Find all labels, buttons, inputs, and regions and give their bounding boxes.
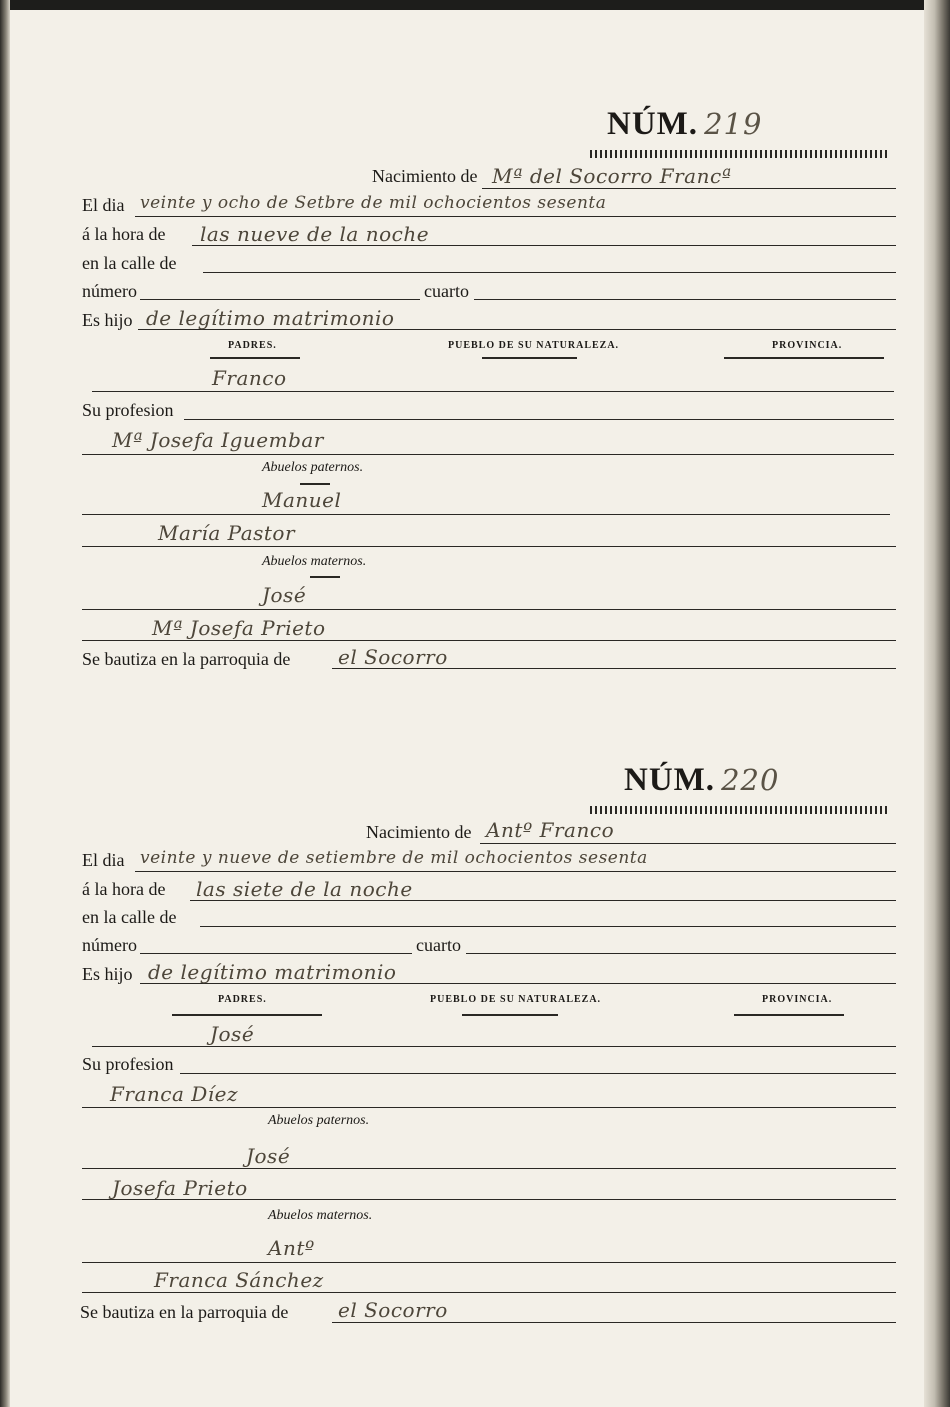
- abuela-paterna-line: [82, 546, 896, 547]
- el-dia-value: veinte y nueve de setiembre de mil ochocientos sesenta: [140, 848, 648, 868]
- pueblo-header: PUEBLO DE SU NATURALEZA.: [430, 994, 602, 1005]
- el-dia-label: El dia: [82, 195, 125, 215]
- padre-line: [92, 391, 894, 392]
- entry-number-value: 219: [704, 107, 763, 141]
- profesion-line: [184, 419, 894, 420]
- num-label: NÚM.: [624, 762, 716, 798]
- pueblo-rule: [482, 357, 577, 359]
- el-dia-line: [135, 871, 896, 872]
- padres-header: PADRES.: [218, 994, 267, 1005]
- abuelo-paterno-line: [82, 1168, 896, 1169]
- madre-line: [82, 1107, 896, 1108]
- pueblo-rule: [462, 1014, 558, 1016]
- cuarto-label: cuarto: [424, 281, 469, 301]
- numero-label: número: [82, 935, 137, 955]
- madre-value: Mª Josefa Iguembar: [112, 428, 324, 452]
- abuela-paterna-value: María Pastor: [158, 521, 296, 545]
- abuela-paterna-value: Josefa Prieto: [112, 1176, 248, 1200]
- abuelos-maternos-label: Abuelos maternos.: [268, 1208, 373, 1223]
- abuelos-maternos-label: Abuelos maternos.: [262, 554, 367, 569]
- nacimiento-value: Antº Franco: [486, 818, 615, 842]
- nacimiento-label: Nacimiento de: [366, 822, 472, 842]
- calle-label: en la calle de: [82, 253, 177, 273]
- padre-value: José: [210, 1022, 255, 1046]
- abuelos-paternos-rule: [300, 483, 330, 485]
- provincia-rule: [734, 1014, 844, 1016]
- madre-line: [82, 454, 894, 455]
- es-hijo-label: Es hijo: [82, 964, 133, 984]
- provincia-header: PROVINCIA.: [772, 340, 843, 351]
- abuelo-materno-value: Antº: [268, 1236, 315, 1260]
- scan-top-border: [0, 0, 950, 10]
- page-binding-edge: [0, 0, 10, 1407]
- abuela-materna-line: [82, 1292, 896, 1293]
- padre-value: Franco: [212, 366, 287, 390]
- hora-label: á la hora de: [82, 224, 166, 244]
- calle-label: en la calle de: [82, 907, 177, 927]
- cuarto-line: [466, 953, 896, 954]
- profesion-label: Su profesion: [82, 400, 174, 420]
- hora-value: las nueve de la noche: [200, 222, 430, 246]
- profesion-line: [180, 1073, 896, 1074]
- abuelo-paterno-value: José: [246, 1144, 291, 1168]
- abuela-materna-line: [82, 640, 896, 641]
- nacimiento-value: Mª del Socorro Francª: [492, 164, 732, 188]
- numero-line: [140, 953, 412, 954]
- el-dia-line: [135, 216, 896, 217]
- abuelos-paternos-label: Abuelos paternos.: [262, 460, 364, 475]
- es-hijo-value: de legítimo matrimonio: [148, 960, 397, 984]
- abuelo-materno-line: [82, 609, 896, 610]
- padres-rule: [172, 1014, 322, 1016]
- entry-number-heading: [624, 762, 779, 799]
- el-dia-label: El dia: [82, 850, 125, 870]
- abuela-materna-value: Mª Josefa Prieto: [152, 616, 326, 640]
- calle-line: [203, 272, 896, 273]
- entry-number-value: 220: [721, 763, 780, 797]
- abuelos-paternos-label: Abuelos paternos.: [268, 1113, 370, 1128]
- cuarto-line: [474, 299, 896, 300]
- parroquia-value: el Socorro: [338, 645, 448, 669]
- profesion-label: Su profesion: [82, 1054, 174, 1074]
- padres-rule: [210, 357, 300, 359]
- num-label: NÚM.: [607, 106, 699, 142]
- abuelo-paterno-value: Manuel: [262, 488, 342, 512]
- padre-line: [92, 1046, 896, 1047]
- nacimiento-label: Nacimiento de: [372, 166, 478, 186]
- es-hijo-value: de legítimo matrimonio: [146, 306, 395, 330]
- provincia-rule: [724, 357, 884, 359]
- hora-value: las siete de la noche: [196, 877, 413, 901]
- numero-label: número: [82, 281, 137, 301]
- abuelos-maternos-rule: [310, 576, 340, 578]
- nacimiento-line: [482, 188, 896, 189]
- nacimiento-line: [480, 843, 896, 844]
- parroquia-line: [332, 1322, 896, 1323]
- abuelo-materno-value: José: [262, 583, 307, 607]
- cuarto-label: cuarto: [416, 935, 461, 955]
- parroquia-label: Se bautiza en la parroquia de: [80, 1302, 289, 1322]
- es-hijo-label: Es hijo: [82, 310, 133, 330]
- numero-line: [140, 299, 420, 300]
- decorative-rule: [590, 806, 890, 814]
- calle-line: [200, 926, 896, 927]
- el-dia-value: veinte y ocho de Setbre de mil ochocientos sesenta: [140, 193, 607, 213]
- decorative-rule: [590, 150, 890, 158]
- abuelo-materno-line: [82, 1262, 896, 1263]
- page-stack-edge: [924, 0, 950, 1407]
- pueblo-header: PUEBLO DE SU NATURALEZA.: [448, 340, 620, 351]
- hora-label: á la hora de: [82, 879, 166, 899]
- abuelo-paterno-line: [82, 514, 890, 515]
- parroquia-value: el Socorro: [338, 1298, 448, 1322]
- provincia-header: PROVINCIA.: [762, 994, 833, 1005]
- parroquia-label: Se bautiza en la parroquia de: [82, 649, 291, 669]
- padres-header: PADRES.: [228, 340, 277, 351]
- madre-value: Franca Díez: [110, 1082, 239, 1106]
- entry-number-heading: [607, 106, 762, 143]
- abuela-materna-value: Franca Sánchez: [154, 1268, 324, 1292]
